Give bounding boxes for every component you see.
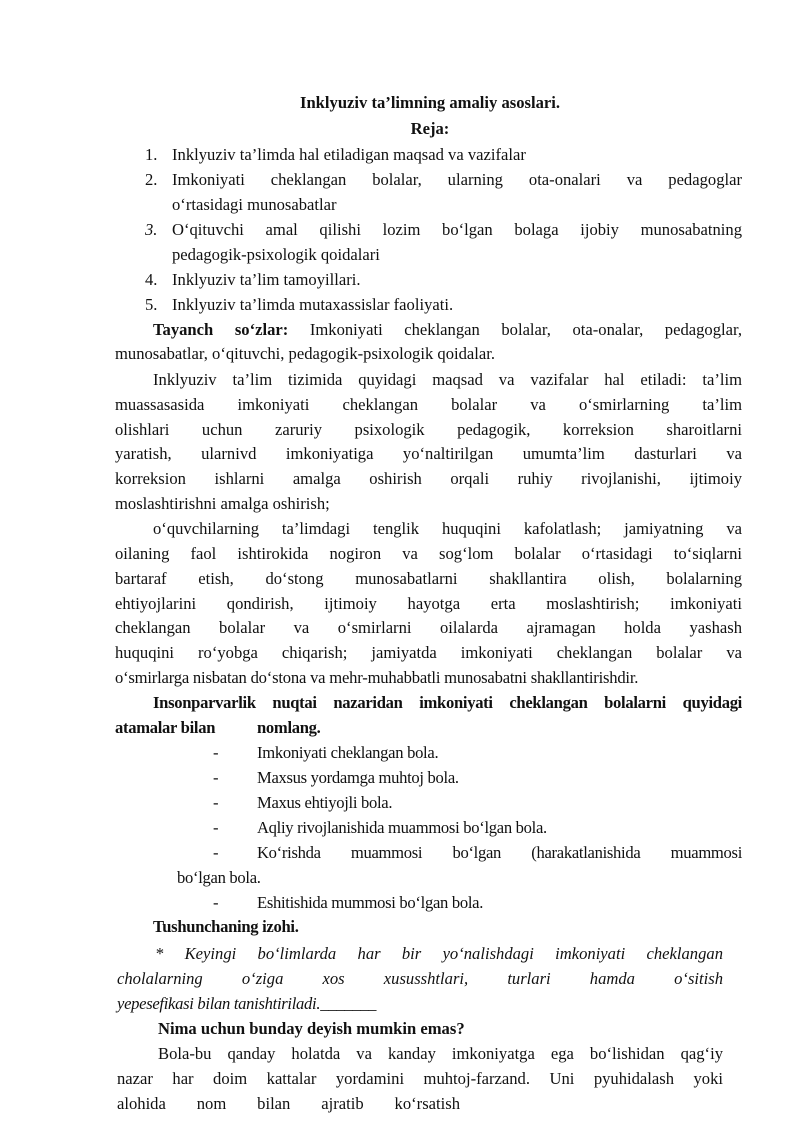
plan-item-text: Imkoniyati cheklangan bolalar, ularning ota-onalari va pedagoglar: [172, 170, 742, 189]
paragraph-line: o‘smirlarga nisbatan do‘stona va mehr-muhabbatli munosabatni shakllantirishdir.: [115, 668, 639, 687]
paragraph-line: cheklangan bolalar va o‘smirlarni oilalarda ajramagan holda yashash: [115, 618, 742, 637]
plan-item-number: 1.: [145, 145, 158, 164]
list-item: Ko‘rishda muammosi bo‘lgan (harakatlanishida muammosi: [257, 843, 742, 862]
paragraph-line: huquqini ro‘yobga chiqarish; jamiyatda imkoniyati cheklangan bolalar va: [115, 643, 742, 662]
list-item: Maxsus yordamga muhtoj bola.: [257, 768, 459, 787]
plan-item-number: 2.: [145, 170, 158, 189]
paragraph-line: nazar har doim kattalar yordamini muhtoj-farzand. Uni pyuhidalash yoki: [117, 1069, 723, 1088]
italic-note-line: cholalarning o‘ziga xos xususshtlari, turlari hamda o‘sitish: [117, 969, 723, 988]
keywords-text: Imkoniyati cheklangan bolalar, ota-onalar, pedagoglar,: [309, 320, 742, 339]
paragraph-line: Bola-bu qanday holatda va kanday imkoniyatga ega bo‘lishidan qag‘iy: [158, 1044, 723, 1063]
paragraph-line: ehtiyojlarini qondirish, ijtimoiy hayotga erta moslashtirish; imkoniyati: [115, 594, 742, 613]
paragraph-line: olishlari uchun zaruriy psixologik pedagogik, korreksion sharoitlarni: [115, 420, 742, 439]
keywords-text-cont: munosabatlar, o‘qituvchi, pedagogik-psixologik qoidalar.: [115, 344, 495, 363]
plan-item-text: Inklyuziv ta’lim tamoyillari.: [172, 270, 361, 289]
paragraph-line: o‘quvchilarning ta’limdagi tenglik huquqini kafolatlash; jamiyatning va: [153, 519, 742, 538]
list-item: Eshitishida mummosi bo‘lgan bola.: [257, 893, 484, 912]
paragraph-line: moslashtirishni amalga oshirish;: [115, 494, 330, 513]
list-dash: -: [213, 743, 219, 762]
paragraph-line: alohida nom bilan ajratib ko‘rsatish: [117, 1094, 460, 1113]
paragraph-line: bartaraf etish, do‘stong munosabatlarni shakllantira olish, bolalarning: [115, 569, 742, 588]
keywords-label: Tayanch so‘zlar:: [153, 320, 289, 339]
keywords-line: [153, 322, 742, 339]
plan-item-text-cont: pedagogik-psixologik qoidalari: [172, 245, 380, 264]
question-heading: Nima uchun bunday deyish mumkin emas?: [158, 1019, 465, 1038]
list-dash: -: [213, 893, 219, 912]
plan-item-text-cont: o‘rtasidagi munosabatlar: [172, 195, 337, 214]
plan-item-number: 5.: [145, 295, 158, 314]
list-item-cont: bo‘lgan bola.: [177, 868, 261, 887]
italic-note-line: * Keyingi bo‘limlarda har bir yo‘nalishdagi imkoniyati cheklangan: [155, 944, 723, 963]
list-item: Maxus ehtiyojli bola.: [257, 793, 393, 812]
plan-item-number: 4.: [145, 270, 158, 289]
terms-heading: Insonparvarlik nuqtai nazaridan imkoniyati cheklangan bolalarni quyidagi: [153, 693, 742, 712]
paragraph-line: oilaning faol ishtirokida nogiron va sog‘lom bolalar o‘rtasidagi to‘siqlarni: [115, 544, 742, 563]
concept-heading: Tushunchaning izohi.: [153, 917, 299, 936]
list-dash: -: [213, 768, 219, 787]
list-dash: -: [213, 793, 219, 812]
list-dash: -: [213, 843, 219, 862]
plan-heading: Reja:: [410, 119, 450, 138]
paragraph-line: Inklyuziv ta’lim tizimida quyidagi maqsad va vazifalar hal etiladi: ta’lim: [153, 370, 742, 389]
plan-item-text: Inklyuziv ta’limda mutaxassislar faoliyati.: [172, 295, 454, 314]
list-item: Imkoniyati cheklangan bola.: [257, 743, 439, 762]
terms-heading-cont: nomlang.: [257, 718, 321, 737]
paragraph-line: yaratish, ularnivd imkoniyatiga yo‘naltirilgan umumta’lim dasturlari va: [115, 444, 742, 463]
list-item: Aqliy rivojlanishida muammosi bo‘lgan bola.: [257, 818, 547, 837]
plan-item-text: Inklyuziv ta’limda hal etiladigan maqsad va vazifalar: [172, 145, 526, 164]
italic-note-line: yepesefikasi bilan tanishtiriladi._______: [117, 994, 377, 1013]
plan-item-number: 3.: [145, 220, 158, 239]
terms-heading-cont: atamalar bilan: [115, 718, 216, 737]
paragraph-line: muassasasida imkoniyati cheklangan bolalar va o‘smirlarning ta’lim: [115, 395, 742, 414]
list-dash: -: [213, 818, 219, 837]
document-title: Inklyuziv ta’limning amaliy asoslari.: [300, 93, 560, 112]
plan-item-text: O‘qituvchi amal qilishi lozim bo‘lgan bolaga ijobiy munosabatning: [172, 220, 742, 239]
paragraph-line: korreksion ishlarni amalga oshirish orqali ruhiy rivojlanishi, ijtimoiy: [115, 469, 742, 488]
